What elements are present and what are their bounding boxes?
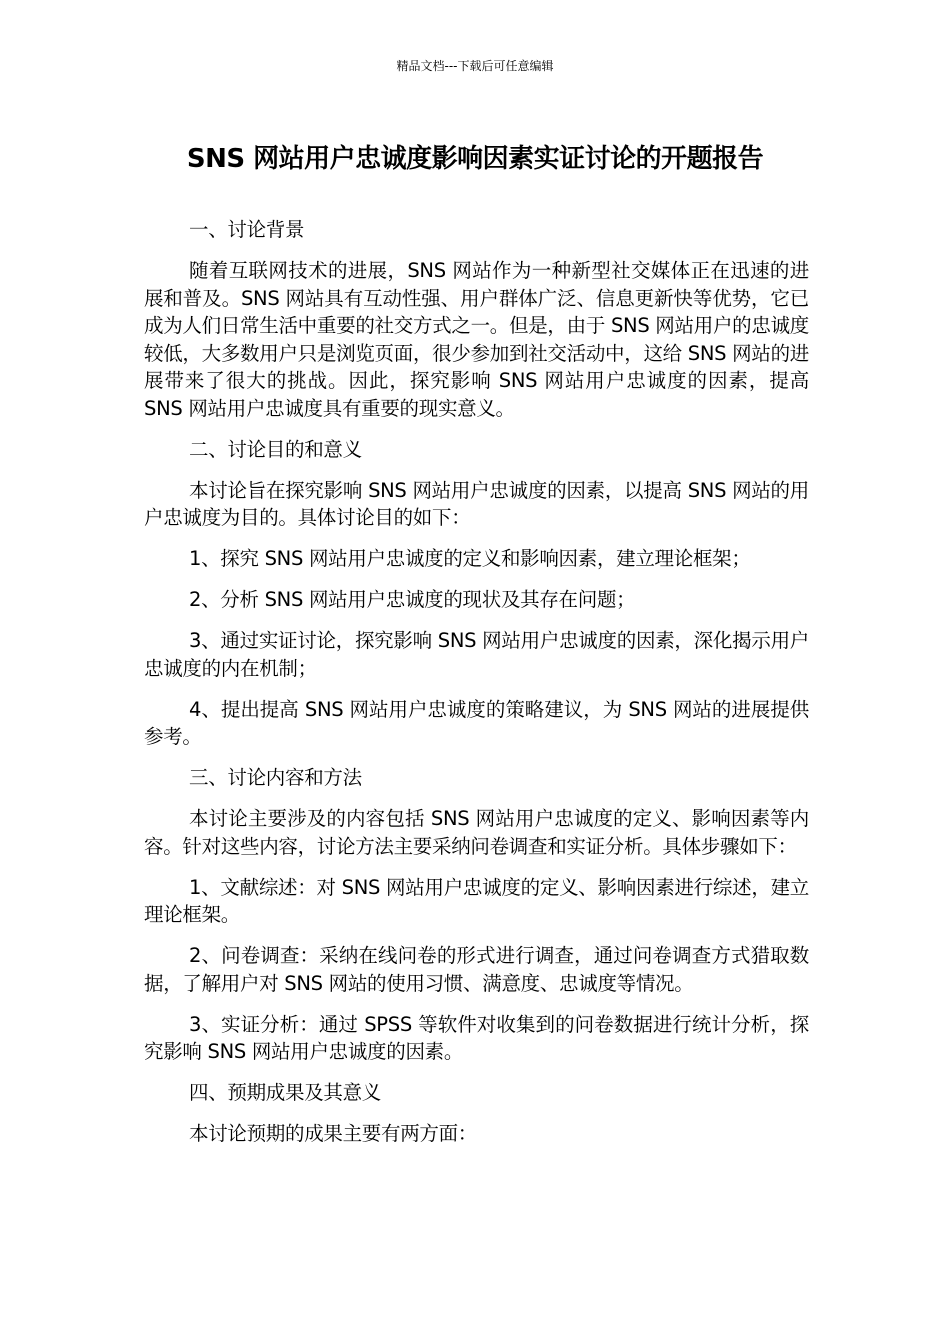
list-item-method-3: 3、实证分析：通过 SPSS 等软件对收集到的问卷数据进行统计分析，探究影响 SNS 网站用户忠诚度的因素。: [144, 1012, 809, 1063]
paragraph-content-method: 本讨论主要涉及的内容包括 SNS 网站用户忠诚度的定义、影响因素等内容。针对这些内容，讨论方法主要采纳问卷调查和实证分析。具体步骤如下：: [144, 807, 809, 858]
list-item-purpose-2: 2、分析 SNS 网站用户忠诚度的现状及其存在问题；: [189, 588, 636, 611]
list-item-purpose-3: 3、通过实证讨论，探究影响 SNS 网站用户忠诚度的因素，深化揭示用户忠诚度的内在机制；: [144, 629, 809, 680]
section-heading-outcomes: 四、预期成果及其意义: [189, 1081, 382, 1104]
paragraph-purpose: 本讨论旨在探究影响 SNS 网站用户忠诚度的因素，以提高 SNS 网站的用户忠诚度为目的。具体讨论目的如下：: [144, 478, 809, 529]
list-item-purpose-1: 1、探究 SNS 网站用户忠诚度的定义和影响因素，建立理论框架；: [189, 547, 751, 570]
page-header: 精品文档---下载后可任意编辑: [396, 59, 554, 73]
section-heading-background: 一、讨论背景: [189, 218, 305, 241]
section-heading-purpose: 二、讨论目的和意义: [189, 437, 362, 461]
list-item-method-1: 1、文献综述：对 SNS 网站用户忠诚度的定义、影响因素进行综述，建立理论框架。: [144, 875, 809, 926]
list-item-purpose-4: 4、提出提高 SNS 网站用户忠诚度的策略建议，为 SNS 网站的进展提供参考。: [144, 697, 809, 748]
paragraph-outcomes: 本讨论预期的成果主要有两方面：: [189, 1122, 478, 1145]
list-item-method-2: 2、问卷调查：采纳在线问卷的形式进行调查，通过问卷调查方式猎取数据，了解用户对 SNS 网站的使用习惯、满意度、忠诚度等情况。: [144, 944, 809, 995]
document-title: SNS 网站用户忠诚度影响因素实证讨论的开题报告: [186, 144, 764, 174]
paragraph-background: 随着互联网技术的进展，SNS 网站作为一种新型社交媒体正在迅速的进展和普及。SNS 网站具有互动性强、用户群体广泛、信息更新快等优势，它已成为人们日常生活中重要的社交方式之一。但是，由于 SNS 网站用户的忠诚度较低，大多数用户只是浏览页面，很少参加到社交活动中，这给 SNS 网站的进展带来了很大的挑战。因此，探究影响 SNS 网站用户忠诚度的因素，提高 SNS 网站用户忠诚度具有重要的现实意义。: [144, 259, 809, 420]
section-heading-content-method: 三、讨论内容和方法: [189, 766, 362, 789]
document-body: [144, 216, 809, 1161]
